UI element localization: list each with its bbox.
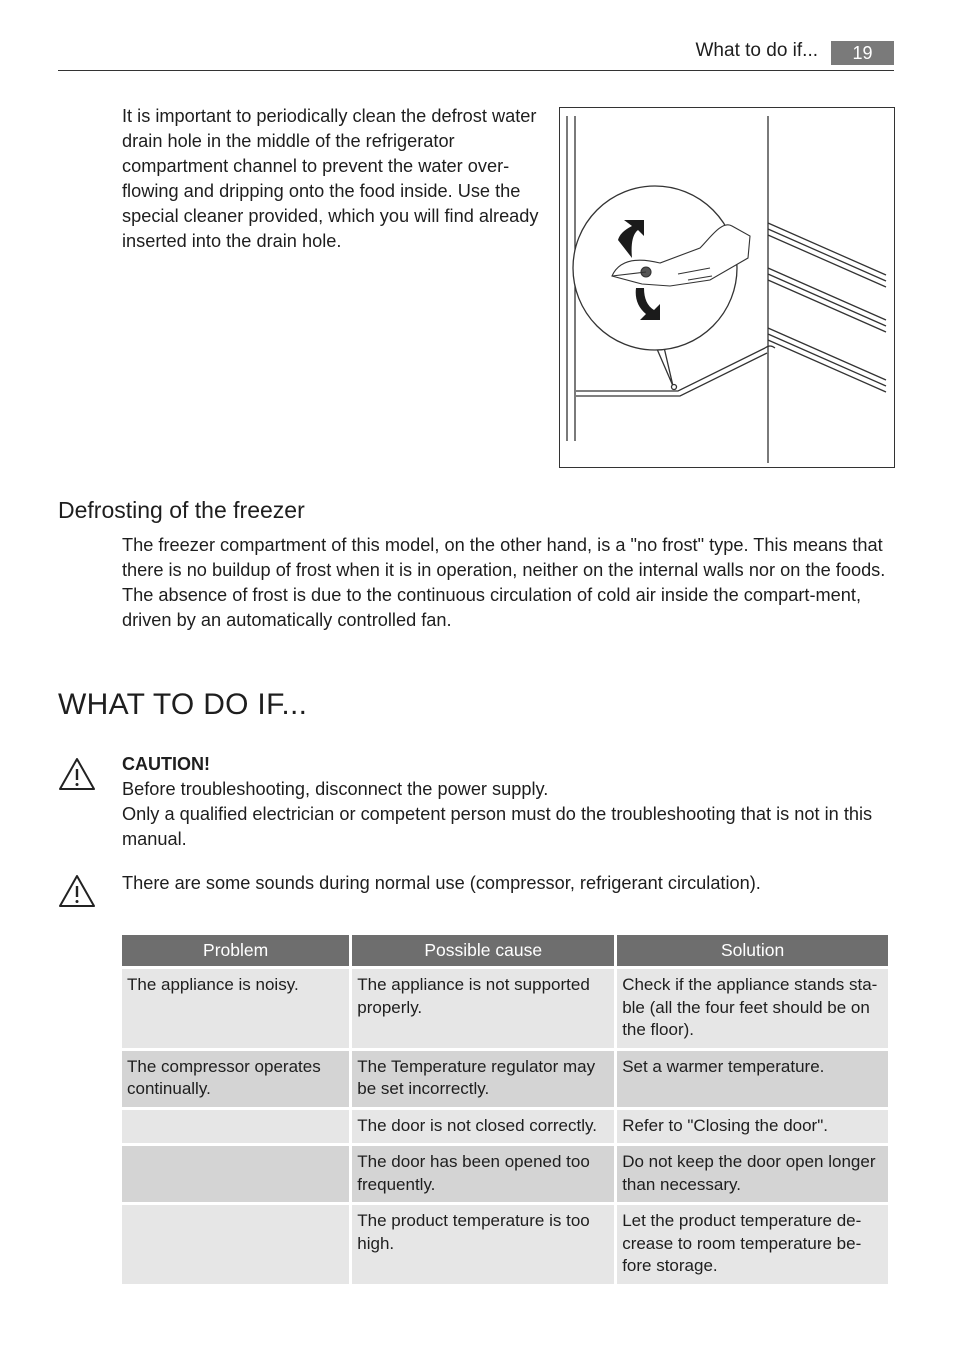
problem-cell: The compressor operates continually. xyxy=(122,1051,349,1107)
drain-cleaning-illustration xyxy=(559,107,895,468)
column-header-problem: Problem xyxy=(122,935,349,966)
table-row xyxy=(122,1146,888,1202)
sounds-note: There are some sounds during normal use (compressor, refrigerant circulation). xyxy=(122,873,761,893)
caution-line-1: Before troubleshooting, disconnect the power supply. xyxy=(122,779,549,799)
solution-cell: Check if the appliance stands sta-ble (all the four feet should be on the floor). xyxy=(617,969,888,1048)
column-header-possible-cause: Possible cause xyxy=(352,935,614,966)
warning-triangle-icon xyxy=(58,757,96,791)
solution-cell: Do not keep the door open longer than necessary. xyxy=(617,1146,888,1202)
header-rule xyxy=(58,70,894,71)
cause-cell: The door has been opened too frequently. xyxy=(352,1146,614,1202)
cause-cell: The door is not closed correctly. xyxy=(352,1110,614,1144)
page-header-title: What to do if... xyxy=(695,40,818,61)
table-row xyxy=(122,969,888,1048)
caution-block xyxy=(122,752,894,852)
cause-cell: The appliance is not supported properly. xyxy=(352,969,614,1048)
whatif-heading: WHAT TO DO IF... xyxy=(58,688,308,721)
table-row xyxy=(122,1205,888,1284)
intro-paragraph: It is important to periodically clean the defrost water drain hole in the middle of the refrigerator compartment channel to prevent the water over-flowing and dripping onto the food inside. Use the special cleaner provided, which you will find already inserted into the drain hole. xyxy=(122,106,539,251)
caution-line-2: Only a qualified electrician or competent person must do the troubleshooting that is not in this manual. xyxy=(122,804,873,849)
cause-cell: The product temperature is too high. xyxy=(352,1205,614,1284)
table-row xyxy=(122,1051,888,1107)
problem-cell xyxy=(122,1146,349,1202)
caution-title: CAUTION! xyxy=(122,754,210,774)
page-number: 19 xyxy=(831,41,894,65)
solution-cell: Set a warmer temperature. xyxy=(617,1051,888,1107)
problem-cell: The appliance is noisy. xyxy=(122,969,349,1048)
defrost-heading: Defrosting of the freezer xyxy=(58,497,305,523)
solution-cell: Refer to "Closing the door". xyxy=(617,1110,888,1144)
troubleshooting-table xyxy=(119,932,891,1287)
warning-triangle-icon xyxy=(58,874,96,908)
column-header-solution: Solution xyxy=(617,935,888,966)
problem-cell xyxy=(122,1110,349,1144)
solution-cell: Let the product temperature de-crease to room temperature be-fore storage. xyxy=(617,1205,888,1284)
table-row xyxy=(122,1110,888,1144)
problem-cell xyxy=(122,1205,349,1284)
defrost-paragraph-2: The absence of frost is due to the continuous circulation of cold air inside the compart-ment, driven by an automatically controlled fan. xyxy=(122,585,862,630)
defrost-paragraph-1: The freezer compartment of this model, on the other hand, is a "no frost" type. This means that there is no buildup of frost when it is in operation, neither on the internal walls nor on the foods. xyxy=(122,535,886,580)
cause-cell: The Temperature regulator may be set incorrectly. xyxy=(352,1051,614,1107)
table-header-row xyxy=(122,935,888,966)
defrost-body xyxy=(122,533,894,633)
